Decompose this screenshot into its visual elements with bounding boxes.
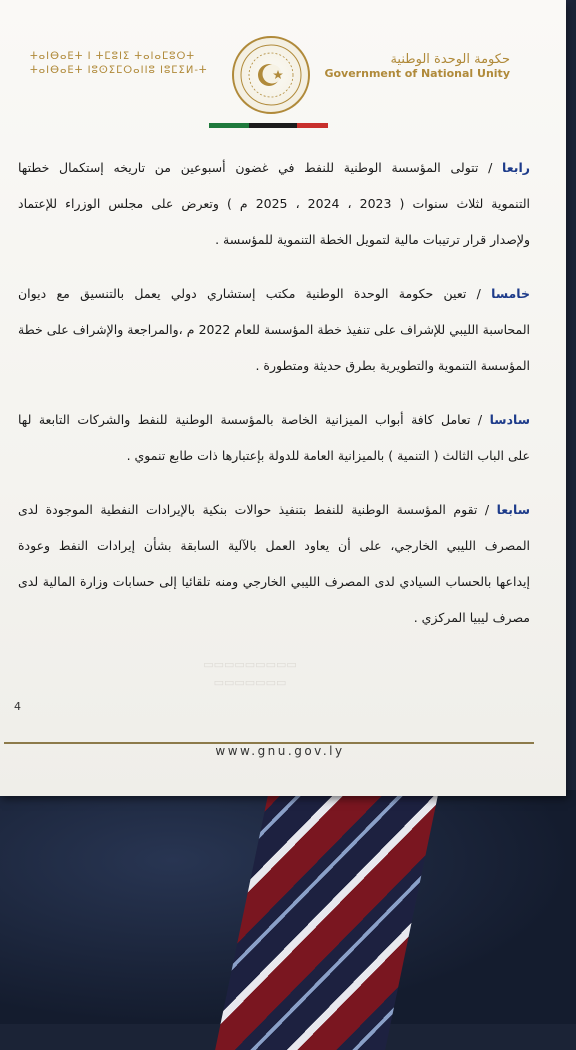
resolution-body	[18, 150, 530, 654]
letterhead	[0, 30, 566, 100]
clause-seventh	[18, 492, 530, 636]
necktie	[190, 790, 470, 1050]
clause-text: المصرف الليبي الخارجي، على أن يعاود العمل بالآلية السابقة بشأن إيرادات النفط وعودة	[18, 538, 530, 553]
clause-label: رابعا	[502, 160, 530, 175]
tifinagh-line-2: ⵜⴰⵏⴱⴰⴹⵜ ⵏⵓⵙⵉⵎⵔⴰⵏⵏⵓ ⵏⵓⵎⵉⵍ-ⵜ	[30, 65, 208, 76]
page-number: 4	[14, 700, 21, 713]
clause-text: مصرف ليبيا المركزي .	[413, 610, 530, 625]
clause-text: / تقوم المؤسسة الوطنية للنفط بتنفيذ حوالات بنكية بالإيرادات النفطية الموجودة لدى	[18, 502, 490, 517]
clause-text: / تعين حكومة الوحدة الوطنية مكتب إستشاري دولي يعمل بالتنسيق مع ديوان	[18, 286, 481, 301]
clause-label: خامسا	[491, 286, 530, 301]
government-name-english: Government of National Unity	[324, 67, 510, 80]
clause-text: ولإصدار قرار ترتيبات مالية لتمويل الخطة التنموية للمؤسسة .	[215, 232, 530, 247]
tifinagh-heading	[30, 50, 208, 78]
clause-text: على الباب الثالث ( التنمية ) بالميزانية العامة للدولة بإعتبارها ذات طابع تنموي .	[126, 448, 530, 463]
clause-text: المؤسسة التنموية والتطويرية بطرق حديثة ومتطورة .	[255, 358, 530, 373]
clause-text: المحاسبة الليبي للإشراف على تنفيذ خطة المؤسسة للعام 2022 م ،والمراجعة والإشراف على خطة	[18, 322, 531, 337]
government-emblem	[232, 36, 310, 114]
clause-text: / تتولى المؤسسة الوطنية للنفط في غضون أسبوعين من تاريخه إستكمال خطتها	[18, 160, 493, 175]
clause-text: / تعامل كافة أبواب الميزانية الخاصة بالمؤسسة الوطنية للنفط والشركات التابعة لها	[18, 412, 483, 427]
website-url: www.gnu.gov.ly	[215, 744, 345, 758]
clause-label: سادسا	[489, 412, 530, 427]
clause-fourth	[18, 150, 530, 258]
government-name	[324, 52, 510, 81]
faded-stamp: ▭▭▭▭▭▭▭▭▭ ▭▭▭▭▭▭▭	[203, 658, 297, 689]
flag-color-bar	[209, 123, 328, 128]
tifinagh-line-1: ⵜⴰⵏⴱⴰⴹⵜ ⵏ ⵜⵎⵓⵏⵉ ⵜⴰⵏⴰⵎⵓⵔⵜ	[30, 51, 196, 62]
crescent-star-icon	[234, 38, 308, 112]
clause-text: التنموية لثلاث سنوات ( 2023 ، 2024 ، 2025 م ) وتعرض على مجلس الوزراء للإعتماد	[18, 196, 531, 211]
government-name-arabic: حكومة الوحدة الوطنية	[390, 52, 510, 67]
clause-fifth	[18, 276, 530, 384]
clause-sixth	[18, 402, 530, 474]
clause-label: سابعا	[496, 502, 530, 517]
clause-text: إيداعها بالحساب السيادي لدى المصرف الليبي الخارجي ومنه تلقائيا إلى حسابات وزارة المالية لدى	[18, 574, 530, 589]
